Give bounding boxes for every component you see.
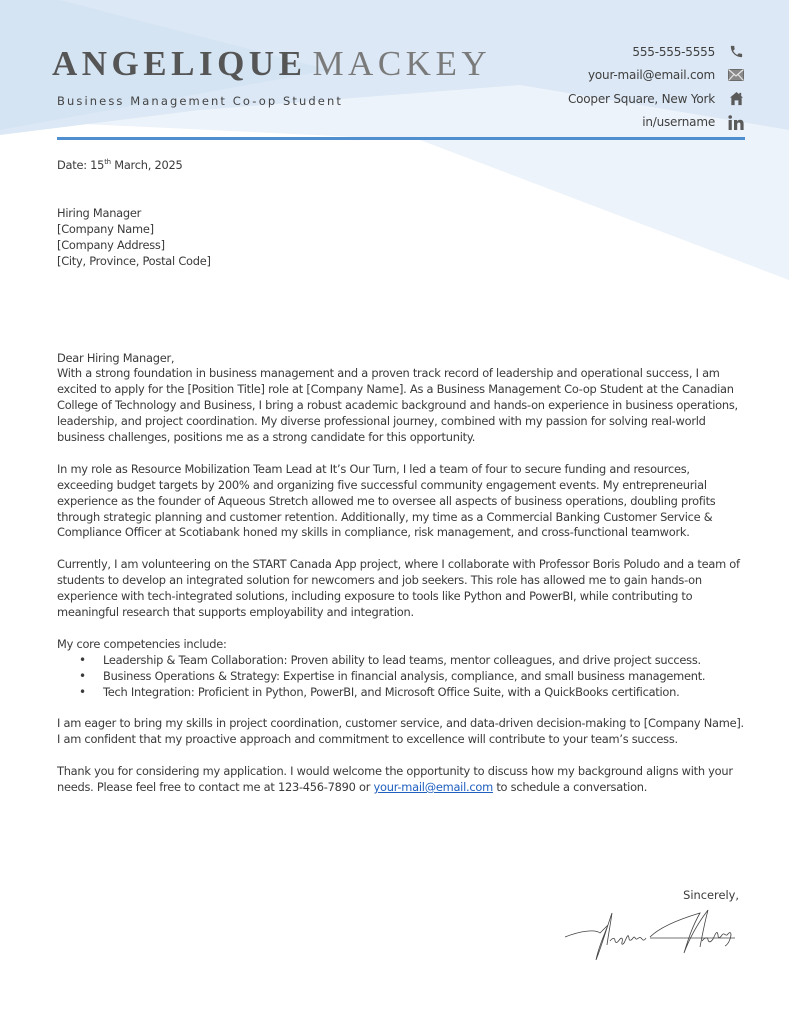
phone-text: 555-555-5555 (632, 44, 715, 59)
paragraph-current: Currently, I am volunteering on the START Canada App project, where I collaborate with Professor Boris Poludo and a team of students to develop an integrated solution for newcomers and job seekers. This role has allowed me to gain hands-on experience with tech-integrated solutions, including exposure to tools like Python and PowerBI, while contributing to meaningful research that supports employability and integration. (57, 557, 740, 619)
phone-icon (727, 44, 745, 60)
address-text: Cooper Square, New York (567, 91, 715, 106)
header-divider (57, 137, 745, 140)
letter-date (57, 158, 747, 174)
competencies-intro: My core competencies include: (57, 636, 227, 651)
recipient-line: [City, Province, Postal Code] (57, 253, 211, 268)
applicant-name (52, 44, 491, 84)
paragraph-closing (57, 764, 747, 796)
linkedin-icon (727, 114, 745, 130)
job-subtitle: Business Management Co-op Student (57, 94, 343, 108)
home-icon (727, 91, 745, 107)
competencies-list (57, 653, 747, 701)
recipient-block (57, 206, 747, 270)
envelope-icon (727, 67, 745, 83)
closing-sincerely: Sincerely, (683, 888, 739, 902)
spacer (57, 446, 747, 462)
salutation: Dear Hiring Manager, (57, 350, 175, 365)
contact-linkedin (568, 111, 745, 135)
paragraph-experience: In my role as Resource Mobilization Team Lead at It’s Our Turn, I led a team of four to secure funding and resources, exceeding budget targets by 200% and organizing five successful community engagement events. My entrepreneurial experience as the founder of Aqueous Stretch allowed me to oversee all aspects of business operations, doubling profits through strategic planning and customer retention. Additionally, my time as a Commercial Banking Customer Service & Compliance Officer at Scotiabank honed my skills in compliance, risk management, and cross-functional teamwork. (57, 461, 716, 540)
letterhead (0, 0, 789, 140)
recipient-line: [Company Address] (57, 237, 165, 252)
date-ordinal: th (104, 158, 111, 167)
paragraph-intro: With a strong foundation in business management and a proven track record of leadership and operational success, I am excited to apply for the [Position Title] role at [Company Name]. As a Business Management Co-op Student at the Canadian College of Technology and Business, I bring a robust academic background and hands-on experience in business operations, leadership, and project coordination. My diverse professional journey, combined with my passion for solving real-world business challenges, positions me as a strong candidate for this opportunity. (57, 366, 738, 445)
spacer (57, 270, 747, 351)
paragraph-eager: I am eager to bring my skills in project coordination, customer service, and data-driven decision-making to [Company Name]. I am confident that my proactive approach and commitment to excellence will contribute to your team’s success. (57, 716, 744, 747)
spacer (57, 748, 747, 764)
signature-image (560, 905, 750, 965)
closing-text: Thank you for considering my application. I would welcome the opportunity to discuss how my background aligns with your needs. Please feel free to contact me at 123-456-7890 or (57, 764, 733, 794)
contact-email (568, 64, 745, 88)
spacer (57, 541, 747, 557)
spacer (57, 700, 747, 716)
recipient-line: [Company Name] (57, 221, 154, 236)
first-name: ANGELIQUE (52, 44, 307, 83)
contact-info (568, 40, 745, 134)
contact-address (568, 87, 745, 111)
email-text: your-mail@email.com (588, 68, 715, 83)
competency-item: • Business Operations & Strategy: Expertise in financial analysis, compliance, and small business management. (57, 669, 747, 685)
competency-item: • Tech Integration: Proficient in Python, PowerBI, and Microsoft Office Suite, with a QuickBooks certification. (57, 685, 747, 701)
date-day: Date: 15 (57, 158, 105, 172)
last-name: MACKEY (312, 44, 492, 83)
email-link[interactable]: your-mail@email.com (373, 779, 493, 794)
recipient-line: Hiring Manager (57, 205, 142, 220)
spacer (57, 621, 747, 637)
date-rest: March, 2025 (110, 158, 183, 172)
linkedin-text: in/username (642, 115, 715, 130)
closing-text-end: to schedule a conversation. (492, 779, 648, 794)
contact-phone (568, 40, 745, 64)
letter-body (57, 158, 747, 796)
competency-item: • Leadership & Team Collaboration: Proven ability to lead teams, mentor colleagues, and drive project success. (57, 653, 747, 669)
